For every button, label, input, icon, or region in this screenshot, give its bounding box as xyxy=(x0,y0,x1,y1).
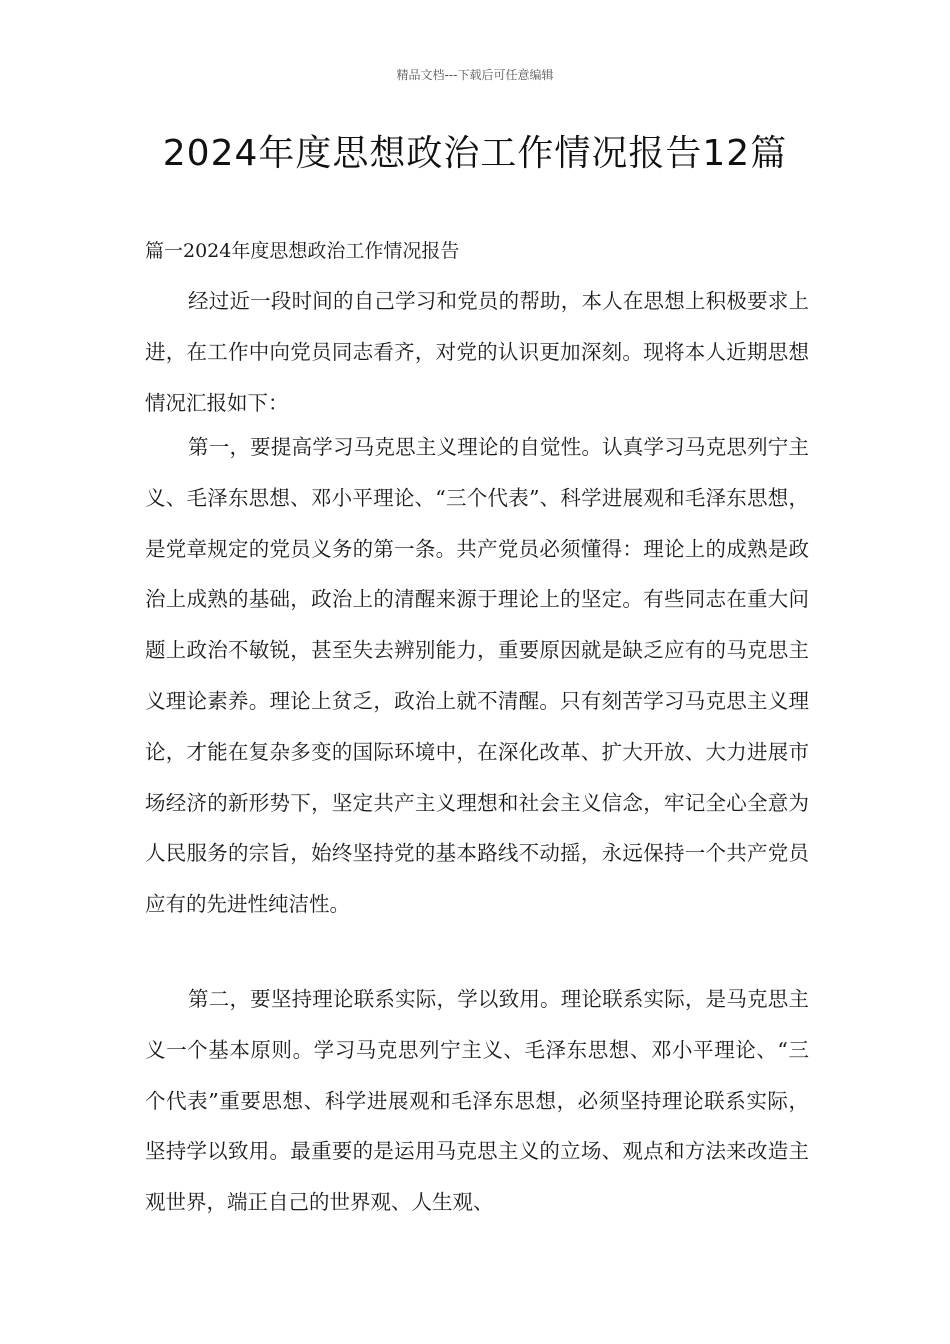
document-title: 2024年度思想政治工作情况报告12篇 xyxy=(162,133,788,174)
paragraph-point-one: 第一，要提高学习马克思主义理论的自觉性。认真学习马克思列宁主义、毛泽东思想、邓小平理论、“三个代表”、科学进展观和毛泽东思想，是党章规定的党员义务的第一条。共产党员必须懂得：理论上的成熟是政治上成熟的基础，政治上的清醒来源于理论上的坚定。有些同志在重大问题上政治不敏锐，甚至失去辨别能力，重要原因就是缺乏应有的马克思主义理论素养。理论上贫乏，政治上就不清醒。只有刻苦学习马克思主义理论，才能在复杂多变的国际环境中，在深化改革、扩大开放、大力进展市场经济的新形势下，坚定共产主义理想和社会主义信念，牢记全心全意为人民服务的宗旨，始终坚持党的基本路线不动摇，永远保持一个共产党员应有的先进性纯洁性。 xyxy=(145,435,809,917)
page-header-note: 精品文档---下载后可任意编辑 xyxy=(396,68,554,82)
paragraph-intro: 经过近一段时间的自己学习和党员的帮助，本人在思想上积极要求上进，在工作中向党员同志看齐，对党的认识更加深刻。现将本人近期思想情况汇报如下： xyxy=(145,289,809,415)
section-heading: 篇一2024年度思想政治工作情况报告 xyxy=(145,240,460,262)
paragraph-point-two: 第二，要坚持理论联系实际，学以致用。理论联系实际，是马克思主义一个基本原则。学习马克思列宁主义、毛泽东思想、邓小平理论、“三个代表”重要思想、科学进展观和毛泽东思想，必须坚持理论联系实际，坚持学以致用。最重要的是运用马克思主义的立场、观点和方法来改造主观世界，端正自己的世界观、人生观、 xyxy=(145,987,809,1215)
